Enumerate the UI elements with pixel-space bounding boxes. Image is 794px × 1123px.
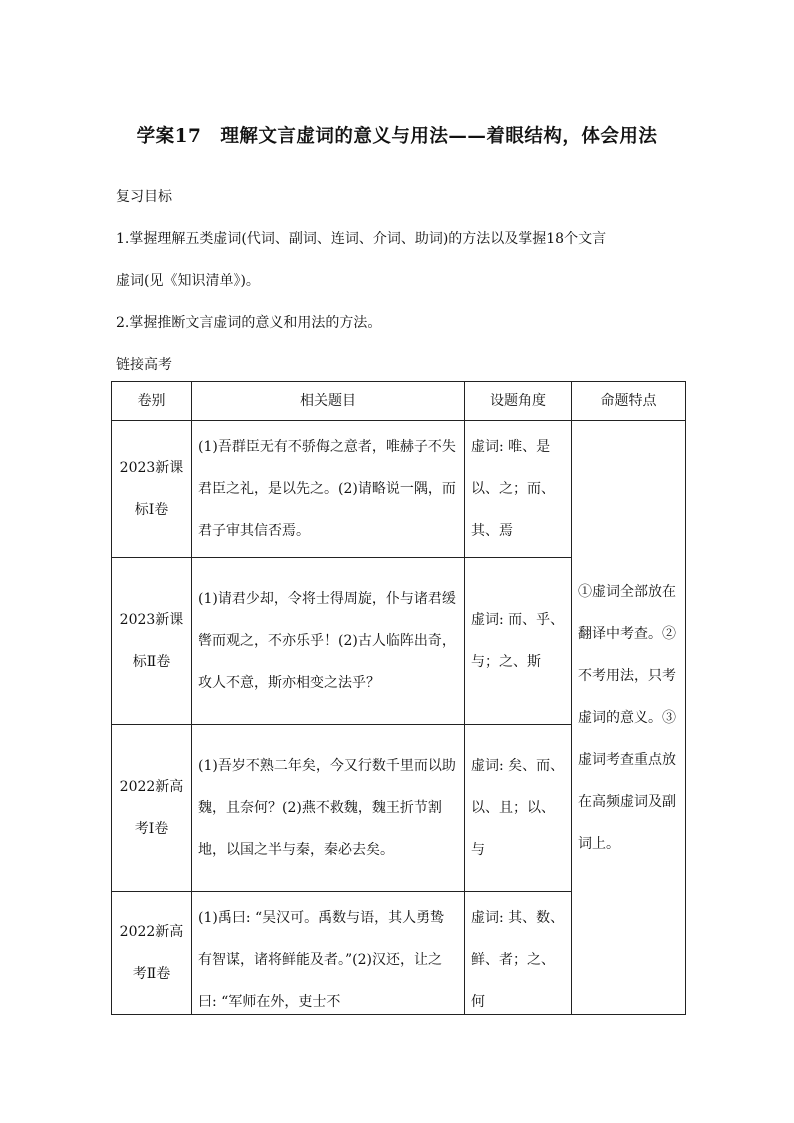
header-angle: 设题角度 — [465, 382, 572, 421]
questions-text: (1)禹曰: “吴汉可。禹数与语，其人勇鸷有智谋，诸将鲜能及者。”(2)汉还，让之曰: “军师在外，吏士不 — [198, 910, 445, 1009]
table-row — [112, 421, 686, 558]
goal-1-line2: 虚词(见《知识清单》)。 — [116, 273, 260, 289]
paper-cell: 2022新高考Ⅰ卷 — [112, 725, 192, 892]
questions-cell: (1)吾岁不熟二年矣，今又行数千里而以助魏，且奈何？(2)燕不救魏，魏王折节割地，以国之半与秦，秦必去矣。 — [192, 725, 465, 892]
angle-cell: 虚词: 矣、而、以、且；以、与 — [465, 725, 572, 892]
page-title: 学案17 理解文言虚词的意义与用法——着眼结构，体会用法 — [136, 126, 658, 147]
link-heading: 链接高考 — [116, 357, 172, 373]
review-goal-heading: 复习目标 — [116, 189, 172, 205]
goal-2: 2.掌握推断文言虚词的意义和用法的方法。 — [116, 315, 382, 331]
angle-text: 虚词: 其、数、鲜、者；之、何 — [471, 910, 565, 1009]
exam-table — [111, 381, 686, 1015]
header-questions: 相关题目 — [192, 382, 465, 421]
features-cell: ①虚词全部放在翻译中考查。②不考用法，只考虚词的意义。③虚词考查重点放在高频虚词及副词上。 — [572, 421, 686, 1015]
angle-cell: 虚词: 唯、是以、之；而、其、焉 — [465, 421, 572, 558]
table-header-row — [112, 382, 686, 421]
angle-cell: 虚词: 而、乎、与；之、斯 — [465, 558, 572, 725]
questions-cell: (1)请君少却，令将士得周旋，仆与诸君缓辔而观之，不亦乐乎！(2)古人临阵出奇，攻人不意，斯亦相变之法乎？ — [192, 558, 465, 725]
questions-cell: (1)吾群臣无有不骄侮之意者，唯赫子不失君臣之礼，是以先之。(2)请略说一隅，而君子审其信否焉。 — [192, 421, 465, 558]
paper-cell: 2022新高考Ⅱ卷 — [112, 892, 192, 1015]
paper-cell: 2023新课标Ⅱ卷 — [112, 558, 192, 725]
header-paper: 卷别 — [112, 382, 192, 421]
questions-cell — [192, 892, 465, 1015]
paper-cell: 2023新课标Ⅰ卷 — [112, 421, 192, 558]
header-features: 命题特点 — [572, 382, 686, 421]
goal-1-line1: 1.掌握理解五类虚词(代词、副词、连词、介词、助词)的方法以及掌握18个文言 — [116, 231, 607, 247]
angle-cell — [465, 892, 572, 1015]
